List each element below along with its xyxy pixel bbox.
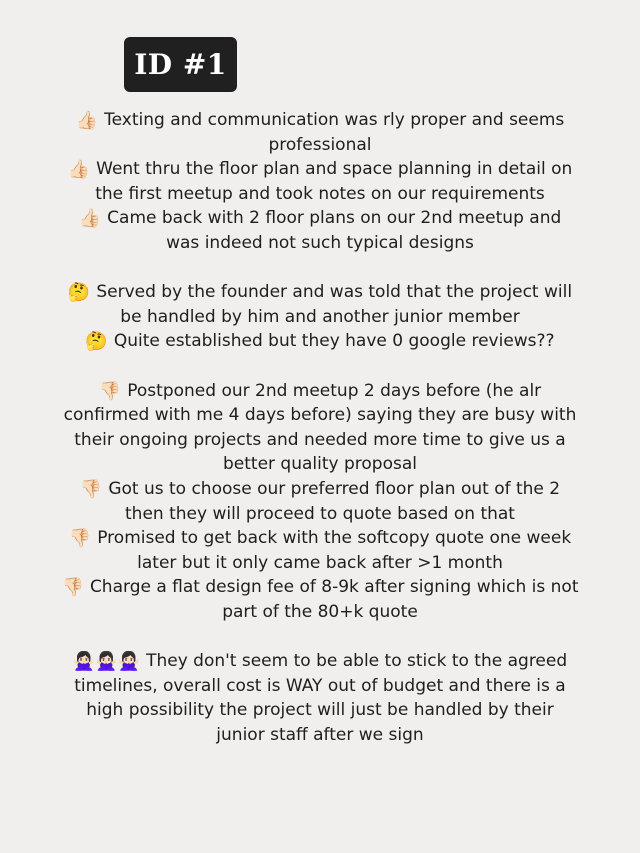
thumbs-down-icon: 👎🏻 xyxy=(61,577,84,599)
questionable-section xyxy=(60,280,580,354)
thumbs-down-icon: 👎🏻 xyxy=(98,380,122,402)
negatives-section xyxy=(60,379,580,625)
positives-section xyxy=(60,108,580,256)
review-item xyxy=(60,108,580,157)
thumbs-up-icon: 👍🏻 xyxy=(78,208,102,230)
review-item-text: Served by the founder and was told that the project will be handled by him and another junior member xyxy=(96,282,573,327)
thinking-face-icon: 🤔 xyxy=(67,282,91,304)
review-item xyxy=(60,477,580,526)
id-badge xyxy=(124,37,237,92)
review-item xyxy=(60,379,580,477)
review-item-text: Texting and communication was rly proper and seems professional xyxy=(104,110,565,155)
review-item xyxy=(60,206,580,255)
thumbs-down-icon: 👎🏻 xyxy=(68,528,92,550)
review-item-text: Came back with 2 floor plans on our 2nd meetup and was indeed not such typical designs xyxy=(107,208,562,253)
review-item xyxy=(60,157,580,206)
review-content xyxy=(60,108,580,747)
review-item-text: Charge a flat design fee of 8-9k after signing which is not part of the 80+k quote xyxy=(89,577,579,622)
thumbs-up-icon: 👍🏻 xyxy=(75,110,99,131)
review-item-text: They don't seem to be able to stick to the agreed timelines, overall cost is WAY out of budget and there is a high possibility the project will just be handled by their junior staff after we sign xyxy=(74,651,568,745)
thumbs-up-icon: 👍🏻 xyxy=(67,159,91,181)
thumbs-down-icon: 👎🏻 xyxy=(79,478,103,500)
review-item-text: Quite established but they have 0 google reviews?? xyxy=(113,331,555,352)
review-item xyxy=(60,526,580,575)
review-item-text: Got us to choose our preferred floor plan out of the 2 then they will proceed to quote based on that xyxy=(108,478,561,524)
review-item xyxy=(60,280,580,329)
review-item-text: Promised to get back with the softcopy quote one week later but it only came back after >1 month xyxy=(97,528,572,573)
review-item xyxy=(60,329,580,354)
id-badge-label: ID #1 xyxy=(134,48,227,81)
review-item-text: Postponed our 2nd meetup 2 days before (he alr confirmed with me 4 days before) saying they are busy with their ongoing projects and needed more time to give us a better quality proposal xyxy=(63,380,577,475)
no-gesture-icon: 🙅🏻‍♀️🙅🏻‍♀️🙅🏻‍♀️ xyxy=(72,651,141,673)
review-item-text: Went thru the floor plan and space planning in detail on the first meetup and took notes on our requirements xyxy=(95,159,573,204)
review-item xyxy=(60,575,580,624)
thinking-face-icon: 🤔 xyxy=(85,331,108,353)
review-item xyxy=(60,649,580,747)
verdict-section xyxy=(60,649,580,747)
